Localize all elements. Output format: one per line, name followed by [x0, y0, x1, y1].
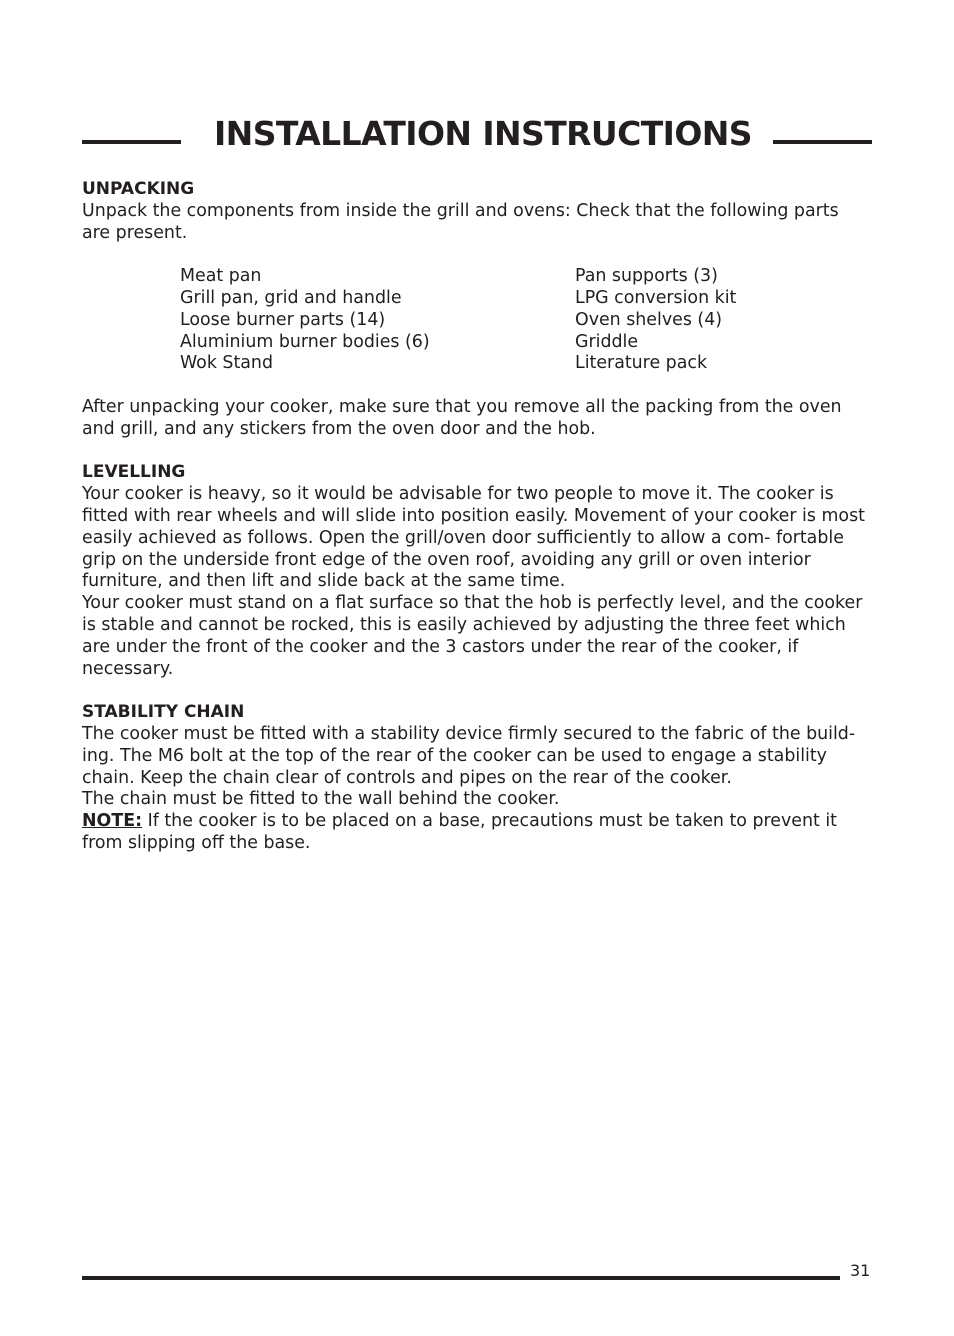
stability-chain-paragraph-2: The chain must be fitted to the wall behind the cooker. [82, 789, 560, 810]
part-item: Wok Stand [180, 353, 273, 374]
part-item: Griddle [575, 331, 639, 352]
part-item: LPG conversion kit [575, 287, 737, 308]
unpacking-heading: UNPACKING [82, 179, 195, 199]
part-item: Grill pan, grid and handle [180, 287, 402, 308]
note-label: NOTE: [82, 811, 143, 832]
parts-list-right [575, 266, 736, 375]
page-title: INSTALLATION INSTRUCTIONS [214, 114, 752, 153]
levelling-section [82, 462, 872, 680]
parts-list-left [180, 266, 575, 375]
spacer [82, 441, 872, 463]
unpacking-section [82, 179, 872, 441]
part-item: Aluminium burner bodies (6) [180, 331, 430, 352]
page-content [82, 179, 872, 855]
part-item: Pan supports (3) [575, 266, 718, 287]
part-item: Meat pan [180, 266, 262, 287]
stability-chain-paragraph-1: The cooker must be fitted with a stability device firmly secured to the fabric of the build- ing. The M6 bolt at the top of the rear of the cooker can be used to engage a stability chain. Keep the chain clear of controls and pipes on the rear of the cooker. [82, 723, 856, 788]
note-text: If the cooker is to be placed on a base, precautions must be taken to prevent it from slipping off the base. [82, 811, 837, 853]
stability-chain-section [82, 702, 872, 855]
unpacking-intro: Unpack the components from inside the grill and ovens: Check that the following parts are present. [82, 200, 839, 243]
title-row [82, 110, 872, 160]
unpacking-after: After unpacking your cooker, make sure that you remove all the packing from the oven and grill, and any stickers from the oven door and the hob. [82, 396, 842, 439]
title-rule-right [773, 140, 872, 144]
footer-rule [82, 1276, 840, 1280]
part-item: Loose burner parts (14) [180, 309, 386, 330]
part-item: Oven shelves (4) [575, 309, 723, 330]
levelling-paragraph-1: Your cooker is heavy, so it would be advisable for two people to move it. The cooker is fitted with rear wheels and will slide into position easily. Movement of your cooker is most easily achieved as follows. Open the grill/oven door sufficiently to allow a com- fortable grip on the underside front edge of the oven roof, avoiding any grill or oven interior furniture, and then lift and slide back at the same time. [82, 484, 865, 592]
spacer [82, 244, 872, 266]
title-rule-left [82, 140, 181, 144]
part-item: Literature pack [575, 353, 708, 374]
page-number: 31 [850, 1261, 871, 1280]
levelling-heading: LEVELLING [82, 462, 186, 483]
stability-chain-heading: STABILITY CHAIN [82, 702, 245, 723]
spacer [82, 375, 872, 397]
spacer [82, 680, 872, 702]
levelling-paragraph-2: Your cooker must stand on a flat surface so that the hob is perfectly level, and the cooker is stable and cannot be rocked, this is easily achieved by adjusting the three feet which are under the front of the cooker and the 3 castors under the rear of the cooker, if necessary. [82, 593, 863, 679]
stability-chain-note [82, 811, 872, 855]
parts-list [82, 266, 872, 375]
